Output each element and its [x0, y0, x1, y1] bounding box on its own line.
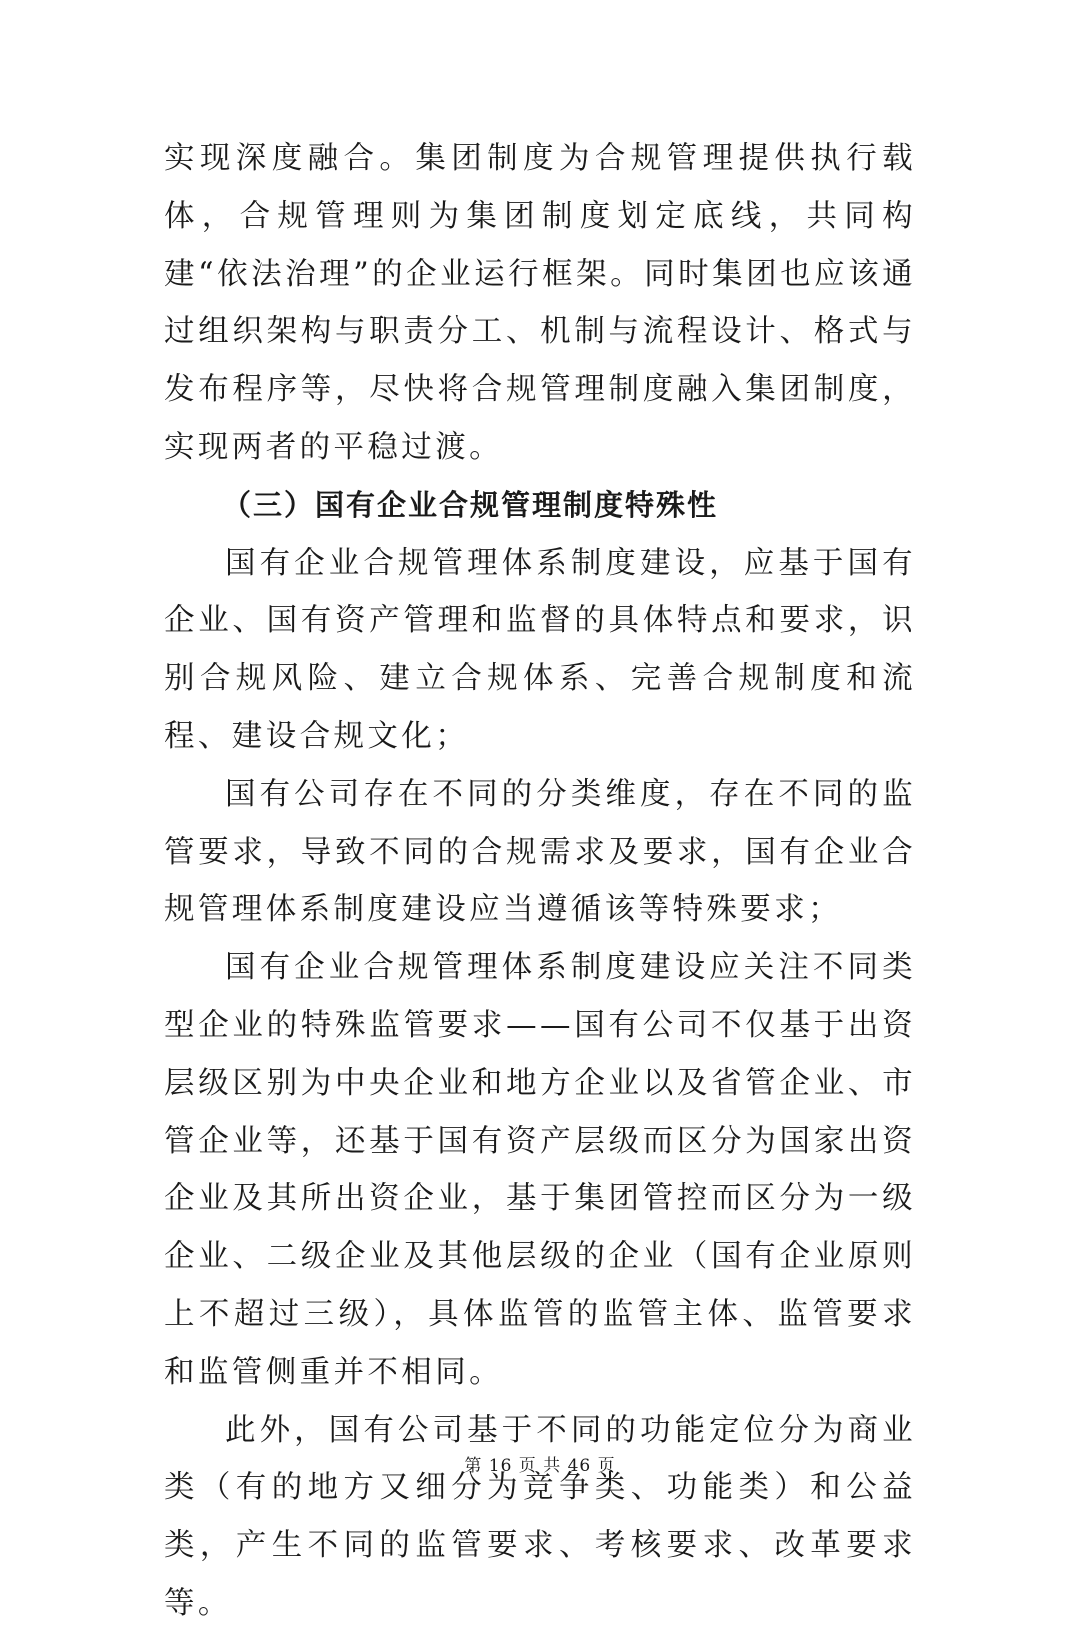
footer-middle: 页 共: [518, 1456, 562, 1476]
paragraph-continuation: 实现深度融合。集团制度为合规管理提供执行载体，合规管理则为集团制度划定底线，共同构建“依法治理”的企业运行框架。同时集团也应该通过组织架构与职责分工、机制与流程设计、格式与发布程序等，尽快将合规管理制度融入集团制度，实现两者的平稳过渡。: [164, 141, 916, 465]
paragraph: 国有企业合规管理体系制度建设应关注不同类型企业的特殊监管要求——国有公司不仅基于出资层级区别为中央企业和地方企业以及省管企业、市管企业等，还基于国有资产层级而区分为国家出资企业及其所出资企业，基于集团管控而区分为一级企业、二级企业及其他层级的企业（国有企业原则上不超过三级），具体监管的监管主体、监管要求和监管侧重并不相同。: [164, 950, 916, 1390]
paragraph: 国有企业合规管理体系制度建设，应基于国有企业、国有资产管理和监督的具体特点和要求，识别合规风险、建立合规体系、完善合规制度和流程、建设合规文化；: [164, 545, 916, 754]
paragraph: 国有公司存在不同的分类维度，存在不同的监管要求，导致不同的合规需求及要求，国有企业合规管理体系制度建设应当遵循该等特殊要求；: [164, 776, 916, 928]
section-heading: （三）国有企业合规管理制度特殊性: [222, 487, 719, 522]
footer-total-pages: 46: [567, 1456, 592, 1476]
footer-current-page: 16: [488, 1456, 513, 1476]
page-footer: [0, 1451, 1080, 1476]
footer-suffix: 页: [597, 1456, 616, 1476]
paragraph: 此外，国有公司基于不同的功能定位分为商业类（有的地方又细分为竞争类、功能类）和公益类，产生不同的监管要求、考核要求、改革要求等。: [164, 1412, 916, 1621]
footer-prefix: 第: [464, 1456, 483, 1476]
document-body: [164, 130, 916, 1633]
